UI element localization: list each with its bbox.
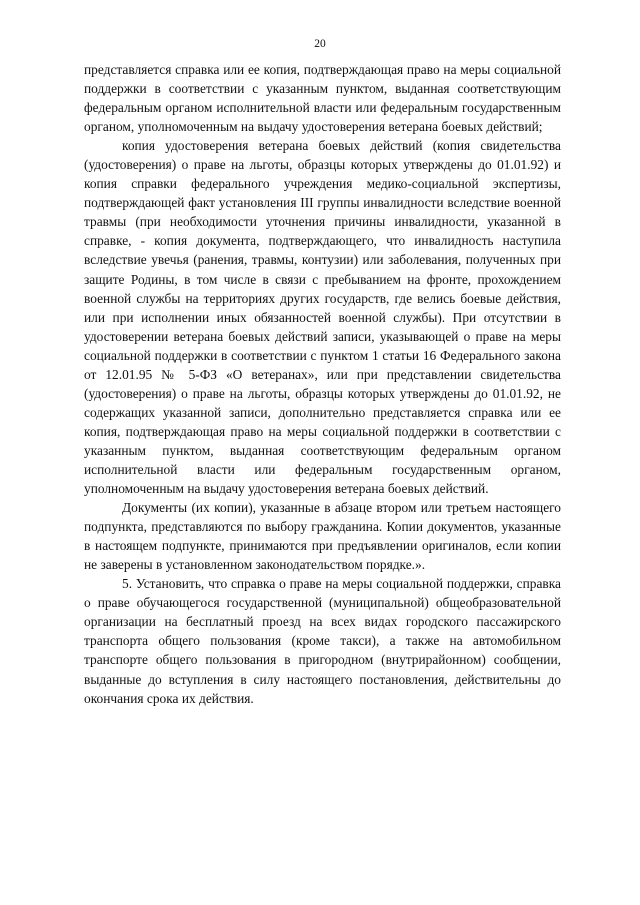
- paragraph-4: 5. Установить, что справка о праве на меры социальной поддержки, справка о праве обучающегося государственной (муниципальной) общеобразовательной организации на бесплатный проезд на всех видах городского пассажирского транспорта общего пользования (кроме такси), а также на автомобильном транспорте общего пользования в пригородном (внутрирайонном) сообщении, выданные до вступления в силу настоящего постановления, действительны до окончания срока их действия.: [84, 576, 561, 706]
- paragraph-2: копия удостоверения ветерана боевых действий (копия свидетельства (удостоверения) о праве на льготы, образцы которых утверждены до 01.01.92) и копия справки федерального учреждения медико-социальной экспертизы, подтверждающей факт установления III группы инвалидности вследствие военной травмы (при необходимости уточнения причины инвалидности, указанной в справке, - копия документа, подтверждающего, что инвалидность наступила вследствие увечья (ранения, травмы, контузии) или заболевания, полученных при защите Родины, в том числе в связи с пребыванием на фронте, прохождением военной службы на территориях других государств, где велись боевые действия, или при исполнении иных обязанностей военной службы). При отсутствии в удостоверении ветерана боевых действий записи, указывающей о праве на меры социальной поддержки в соответствии с пунктом 1 статьи 16 Федерального закона от 12.01.95 № 5-ФЗ «О ветеранах», или при представлении свидетельства (удостоверения) о праве на льготы, образцы которых утверждены до 01.01.92, не содержащих указанной записи, дополнительно представляется справка или ее копия, подтверждающая право на меры социальной поддержки в соответствии с указанным пунктом, выданная соответствующим федеральным органом исполнительной власти или федеральным государственным органом, уполномоченным на выдачу удостоверения ветерана боевых действий.: [84, 138, 561, 497]
- paragraph-3: Документы (их копии), указанные в абзаце втором или третьем настоящего подпункта, представляются по выбору гражданина. Копии документов, указанные в настоящем подпункте, принимаются при предъявлении оригиналов, если копии не заверены в установленном законодательством порядке.».: [84, 500, 561, 573]
- paragraph-1: представляется справка или ее копия, подтверждающая право на меры социальной поддержки в соответствии с указанным пунктом, выданная соответствующим федеральным органом исполнительной власти или федеральным государственным органом, уполномоченным на выдачу удостоверения ветерана боевых действий;: [84, 62, 561, 135]
- page-number: 20: [314, 38, 326, 50]
- document-body: [84, 60, 561, 708]
